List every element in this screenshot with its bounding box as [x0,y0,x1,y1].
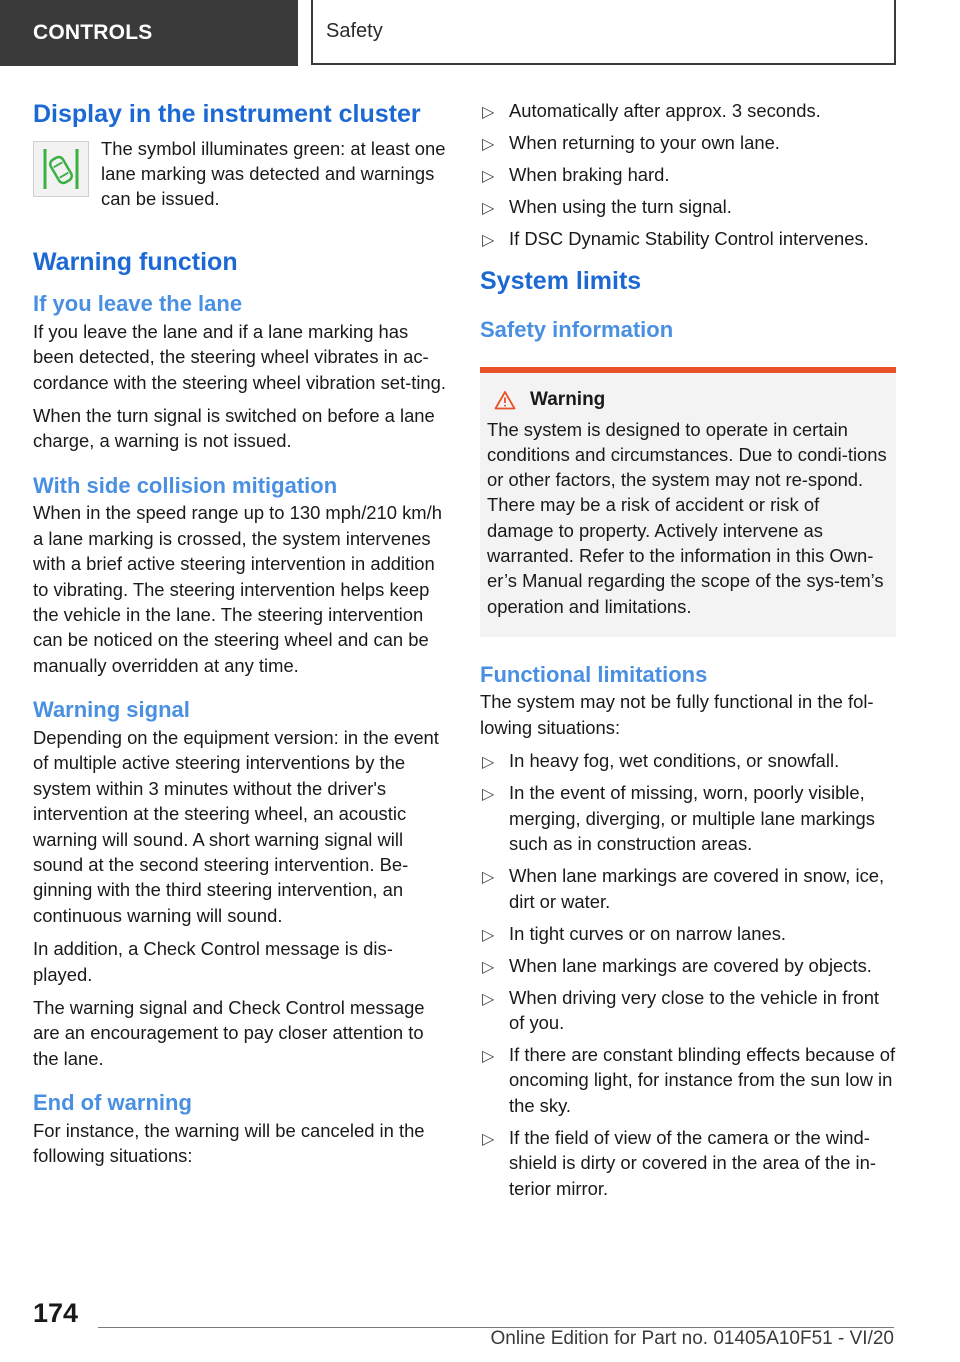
end-warning-list [480,98,896,251]
list-item: ▷ When lane markings are covered by objects. [480,953,896,978]
triangle-bullet-icon: ▷ [482,136,495,153]
triangle-bullet-icon: ▷ [482,754,495,772]
end-warning-paragraph: For instance, the warning will be canceled in the following situations: [33,1119,425,1167]
triangle-bullet-icon: ▷ [482,869,495,887]
triangle-bullet-icon: ▷ [482,168,495,185]
list-item: ▷ When using the turn signal. [480,194,896,219]
functional-limitations-title: Functional limitations [480,661,708,687]
warning-function-title: Warning function [33,247,238,276]
header-chapter [311,0,896,65]
display-icon-row [33,137,451,212]
list-item: ▷ When returning to your own lane. [480,130,896,155]
warning-label: Warning [530,388,606,410]
list-item: ▷ In heavy fog, wet conditions, or snowfall. [480,748,896,773]
triangle-bullet-icon: ▷ [482,104,495,121]
list-item: ▷ Automatically after approx. 3 seconds. [480,98,896,123]
right-column [480,98,896,1208]
triangle-bullet-icon: ▷ [482,786,495,804]
list-item: ▷ When braking hard. [480,162,896,187]
header-chapter-label: Safety [326,20,383,42]
side-collision-paragraph: When in the speed range up to 130 mph/210 km/h a lane marking is crossed, the system intervenes with a brief active steering intervention in addition to vibrating. The steering intervention helps keep the vehicle in the lane. The steering intervention can be noticed on the steering wheel and can be manually overridden at any time. [33,502,442,676]
warning-text: The system is designed to operate in certain conditions and circumstances. Due to condi-tions or other factors, the system may not re-spond. There may be a risk of accident or risk of damage to property. Actively intervene as warranted. Refer to the information in this Own-er’s Manual regarding the scope of the sys-tem’s operation and limitations. [487,418,887,617]
left-column [33,98,451,1169]
triangle-bullet-icon: ▷ [482,200,495,217]
leave-lane-paragraph-1: If you leave the lane and if a lane marking has been detected, the steering wheel vibrates in ac-cordance with the steering wheel vibration set-ting. [33,320,446,393]
warning-signal-paragraph-3: The warning signal and Check Control message are an encouragement to pay closer attention to the lane. [33,996,425,1069]
leave-lane-paragraph-2: When the turn signal is switched on before a lane charge, a warning is not issued. [33,405,435,452]
system-limits-title: System limits [480,267,642,296]
safety-info-title: Safety information [480,316,674,342]
triangle-bullet-icon: ▷ [482,232,495,249]
list-item: ▷ When driving very close to the vehicle in front of you. [482,986,880,1033]
list-item: ▷ When lane markings are covered in snow, ice, dirt or water. [482,865,885,912]
triangle-bullet-icon: ▷ [482,990,495,1008]
limitations-list [480,748,896,1201]
triangle-bullet-icon: ▷ [482,1130,495,1148]
triangle-bullet-icon: ▷ [482,1047,495,1065]
warning-signal-paragraph-2: In addition, a Check Control message is dis-played. [33,938,393,985]
warning-triangle-icon [494,390,516,410]
display-title: Display in the instrument cluster [33,100,421,128]
triangle-bullet-icon: ▷ [482,926,495,944]
display-text: The symbol illuminates green: at least one lane marking was detected and warnings can be issued. [101,137,446,210]
triangle-bullet-icon: ▷ [482,958,495,976]
warning-header [487,389,888,411]
footer-edition: Online Edition for Part no. 01405A10F51 - VI/20 [490,1328,894,1349]
warning-signal-title: Warning signal [33,697,190,723]
header-section-label: CONTROLS [33,21,153,44]
end-warning-title: End of warning [33,1090,192,1116]
side-collision-title: With side collision mitigation [33,472,338,498]
warning-signal-paragraph-1: Depending on the equipment version: in the event of multiple active steering interventions by the system within 3 minutes without the driver's intervention at the steering wheel, an acoustic warning will sound. A short warning signal will sound at the second steering intervention. Be-ginning with the third steering intervention, an continuous warning will sound. [33,726,439,926]
list-item: ▷ In the event of missing, worn, poorly visible, merging, diverging, or multiple lane markings such as in construction areas. [482,782,875,855]
list-item: ▷ In tight curves or on narrow lanes. [480,921,896,946]
header-section [0,0,298,66]
page-number: 174 [33,1298,79,1328]
lane-departure-icon [33,141,89,197]
list-item: ▷ If the field of view of the camera or the wind-shield is dirty or covered in the area of the in-terior mirror. [482,1126,876,1199]
list-item: ▷ If DSC Dynamic Stability Control intervenes. [480,226,896,251]
warning-box [480,367,896,637]
leave-lane-title: If you leave the lane [33,291,243,317]
list-item: ▷ If there are constant blinding effects because of oncoming light, for instance from the sun low in the sky. [482,1043,896,1116]
functional-limitations-paragraph: The system may not be fully functional in the fol-lowing situations: [480,691,874,738]
